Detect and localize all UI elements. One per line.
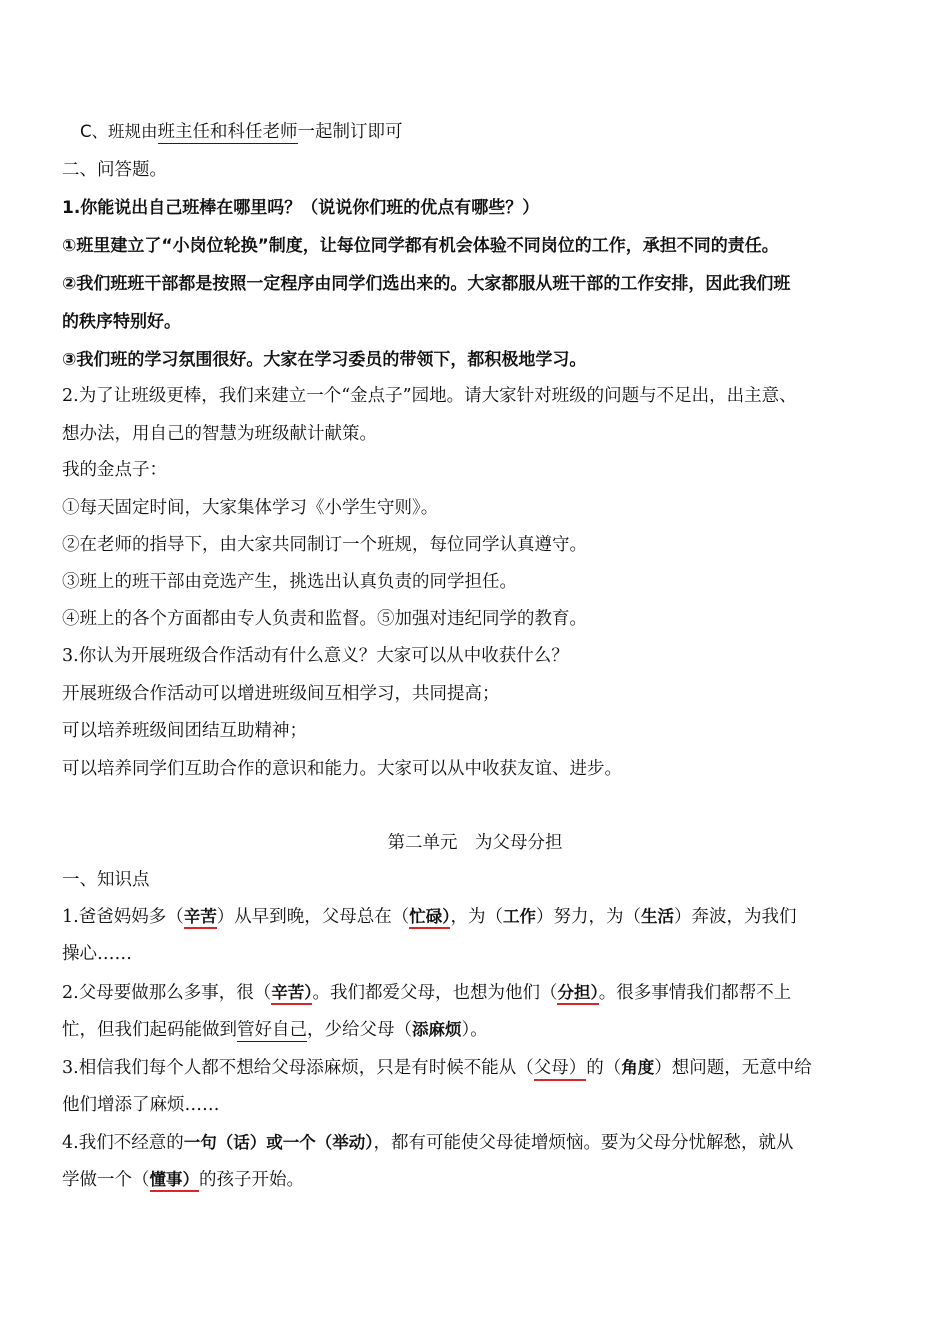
answer-3-3: 可以培养同学们互助合作的意识和能力。大家可以从中收获友谊、进步。 (62, 759, 622, 779)
question-1: 1.你能说出自己班棒在哪里吗？（说说你们班的优点有哪些？） (62, 198, 540, 218)
knowledge-heading: 一、知识点 (62, 870, 150, 890)
answer-2-2: ②在老师的指导下，由大家共同制订一个班规，每位同学认真遵守。 (62, 535, 587, 555)
point-4-line-1: 4.我们不经意的一句（话）或一个（举动），都有可能使父母徒增烦恼。要为父母分忧解愁，就从 (62, 1133, 794, 1153)
answer-3-2: 可以培养班级间团结互助精神； (62, 721, 307, 741)
question-2a: 2.为了让班级更棒，我们来建立一个“金点子”园地。请大家针对班级的问题与不足出，出主意、 (62, 386, 797, 406)
answer-1-2a: ②我们班班干部都是按照一定程序由同学们选出来的。大家都服从班干部的工作安排，因此我们班 (62, 274, 791, 294)
answer-1-1: ①班里建立了“小岗位轮换”制度，让每位同学都有机会体验不同岗位的工作，承担不同的责任。 (62, 236, 779, 256)
answer-2-3: ③班上的班干部由竞选产生，挑选出认真负责的同学担任。 (62, 572, 517, 592)
point-4-line-2: 学做一个（懂事）的孩子开始。 (62, 1170, 304, 1190)
question-2b: 想办法，用自己的智慧为班级献计献策。 (62, 424, 377, 444)
answer-2-1: ①每天固定时间，大家集体学习《小学生守则》。 (62, 498, 439, 518)
point-3-line-1: 3.相信我们每个人都不想给父母添麻烦，只是有时候不能从（父母）的（角度）想问题，无意中给 (62, 1056, 812, 1080)
answer-2-title: 我的金点子： (62, 460, 167, 480)
point-2-line-1: 2.父母要做那么多事，很（辛苦）。我们都爱父母，也想为他们（分担）。很多事情我们都帮不上 (62, 983, 792, 1003)
answer-1-2b: 的秩序特别好。 (62, 312, 181, 332)
point-3-line-2: 他们增添了麻烦…… (62, 1095, 220, 1115)
answer-3-1: 开展班级合作活动可以增进班级间互相学习，共同提高； (62, 684, 500, 704)
answer-1-3: ③我们班的学习氛围很好。大家在学习委员的带领下，都积极地学习。 (62, 350, 587, 370)
qa-heading: 二、问答题。 (62, 160, 167, 180)
point-1-line-1: 1.爸爸妈妈多（辛苦）从早到晚，父母总在（忙碌），为（工作）努力，为（生活）奔波，为我们 (62, 907, 797, 927)
question-3: 3.你认为开展班级合作活动有什么意义？大家可以从中收获什么？ (62, 646, 569, 666)
unit-title: 第二单元 为父母分担 (387, 833, 563, 853)
point-1-line-2: 操心…… (62, 944, 132, 964)
point-2-line-2: 忙，但我们起码能做到管好自己，少给父母（添麻烦）。 (62, 1020, 488, 1040)
answer-2-4: ④班上的各个方面都由专人负责和监督。⑤加强对违纪同学的教育。 (62, 609, 587, 629)
option-c: C、班规由班主任和科任老师一起制订即可 (80, 122, 403, 142)
